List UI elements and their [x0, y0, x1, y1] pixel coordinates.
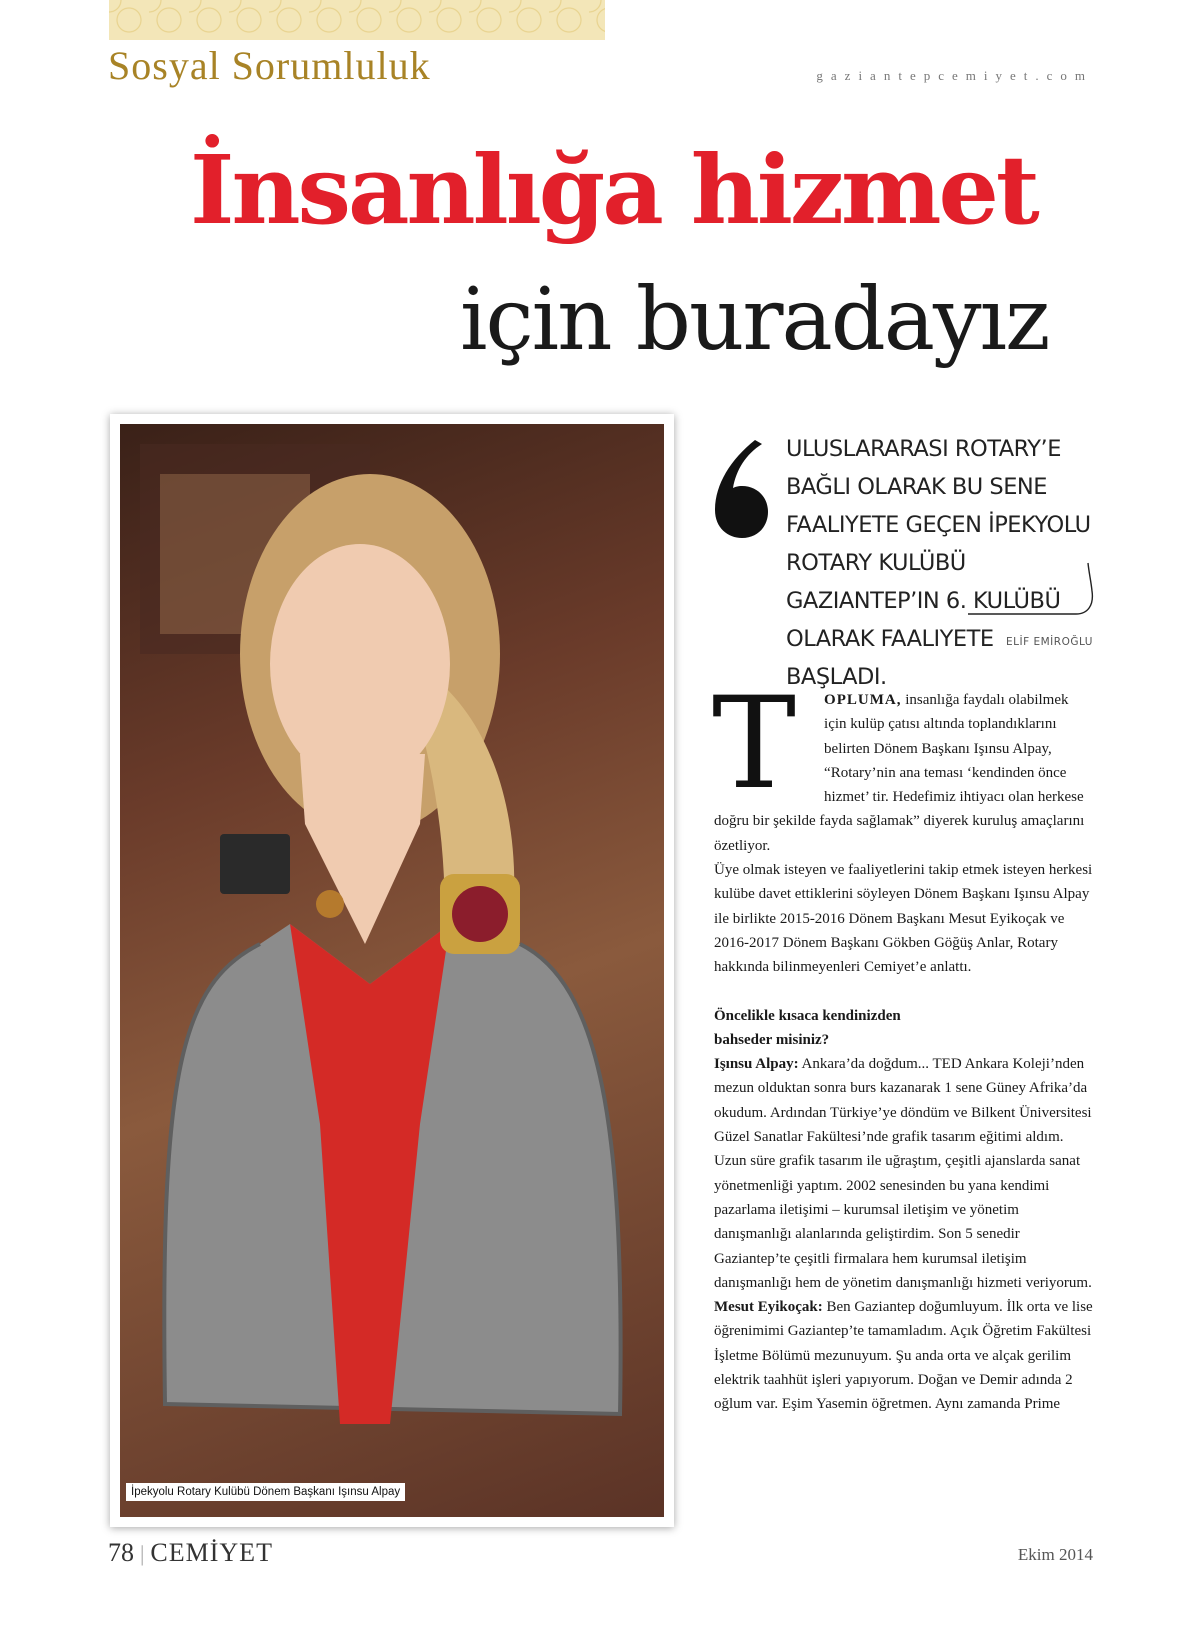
portrait-illustration [120, 424, 664, 1517]
header-ornament [109, 0, 605, 40]
site-url[interactable]: gaziantepcemiyet.com [816, 68, 1093, 83]
answer-2 [714, 1295, 1093, 1416]
lead-word: OPLUMA, [824, 692, 902, 708]
issue-date: Ekim 2014 [1017, 1545, 1093, 1564]
answer-2-text: Ben Gaziantep doğumluyum. İlk orta ve lise öğrenimimi Gaziantep’te tamamladım. Açık Öğretim Fakültesi İşletme Bölümü mezunuyum. Şu anda orta ve alçak gerilim elektrik taahhüt işleri yapıyorum. Doğan ve Demir adında 2 oğlum var. Eşim Yasemin öğretmen. Aynı zamanda Prime [714, 1299, 1093, 1413]
paragraph-1-text: insanlığa faydalı olabilmek için kulüp çatısı altında toplandıklarını belirten Dönem Başkanı Işınsu Alpay, “Rotary’nin ana teması ‘kendinden önce hizmet’ tir. Hedefimiz ihtiyacı olan herkese doğru bir şekilde fayda sağlamak” diyerek kuruluş amaçlarını özetliyor. [714, 692, 1085, 854]
answer-1 [714, 1052, 1093, 1295]
interview-question: Öncelikle kısaca kendinizden bahseder misiniz? [714, 1007, 901, 1048]
page-number: 78 [108, 1538, 134, 1567]
quote-mark-icon [700, 430, 770, 540]
page-footer [108, 1538, 273, 1568]
pull-quote: ULUSLARARASI ROTARY’E BAĞLI OLARAK BU SENE FAALIYETE GEÇEN İPEKYOLU ROTARY KULÜBÜ GAZIANTEP’IN 6. KULÜBÜ OLARAK FAALIYETE BAŞLADI. [786, 436, 1091, 690]
headline-line-1: İnsanlığa hizmet [190, 135, 1037, 246]
section-title: Sosyal Sorumluluk [108, 43, 431, 88]
headline-line-2: için buradayız [460, 270, 1049, 370]
author-credit: ELİF EMİROĞLU [1006, 636, 1093, 648]
photo-caption: İpekyolu Rotary Kulübü Dönem Başkanı Işınsu Alpay [126, 1483, 405, 1501]
article-body [712, 670, 1093, 1417]
photo-frame [110, 414, 674, 1527]
speaker-name: Mesut Eyikoçak: [714, 1299, 823, 1316]
speaker-name: Işınsu Alpay: [714, 1056, 799, 1073]
portrait-photo [120, 424, 664, 1517]
article-paragraph-2: Üye olmak isteyen ve faaliyetlerini takip etmek isteyen herkesi kulübe davet ettiklerini söyleyen Dönem Başkanı Işınsu Alpay ile birlikte 2015-2016 Dönem Başkanı Mesut Eyikoçak ve 2016-2017 Dönem Başkanı Gökben Göğüş Anlar, Rotary hakkında bilinmeyenleri Cemiyet’e anlattı. [714, 862, 1093, 976]
footer-divider: | [140, 1541, 145, 1566]
article-paragraph-1 [712, 670, 1093, 858]
dropcap: T [712, 670, 797, 817]
magazine-name: CEMİYET [150, 1538, 273, 1567]
quote-underline [968, 555, 1098, 617]
answer-1-text: Ankara’da doğdum... TED Ankara Koleji’nden mezun olduktan sonra burs kazanarak 1 sene Güney Afrika’da okudum. Ardından Türkiye’ye döndüm ve Bilkent Üniversitesi Güzel Sanatlar Fakültesi’nde grafik tasarım eğitimi aldım. Uzun süre grafik tasarım ile uğraştım, çeşitli ajanslarda sanat yönetmenliği yaptım. 2002 senesinden bu yana kendimi pazarlama iletişimi – kurumsal iletişim ve yönetim danışmanlığı alanlarında geliştirdim. Son 5 senedir Gaziantep’te çeşitli firmalara hem kurumsal iletişim danışmanlığı hem de yönetim danışmanlığı hizmeti veriyorum. [714, 1056, 1092, 1291]
